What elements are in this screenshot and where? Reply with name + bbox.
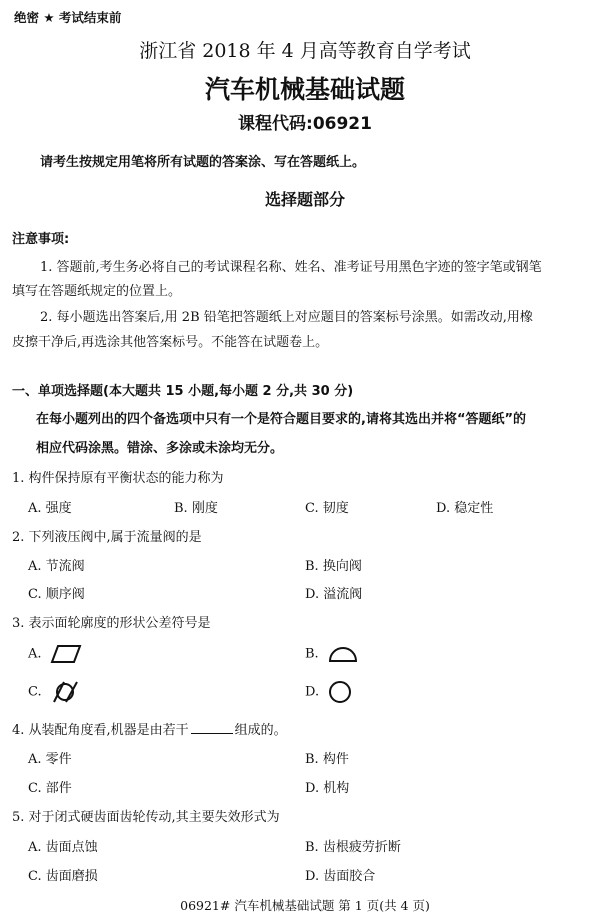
q3-option-d-label: D. <box>305 684 320 700</box>
q2-option-c: C. 顺序阀 <box>28 587 85 602</box>
page-footer: 06921# 汽车机械基础试题 第 1 页(共 4 页) <box>180 898 430 913</box>
question-3-text: 3. 表示面轮廓度的形状公差符号是 <box>12 616 211 631</box>
question-4-text-pre: 4. 从装配角度看,机器是由若干 <box>12 723 189 738</box>
part1-desc-line-2: 相应代码涂黑。错涂、多涂或未涂均无分。 <box>36 441 284 456</box>
q1-option-b: B. 刚度 <box>174 501 218 516</box>
q1-option-d: D. 稳定性 <box>436 501 494 516</box>
q5-option-a: A. 齿面点蚀 <box>28 840 98 855</box>
note-1-line-1: 1. 答题前,考生务必将自己的考试课程名称、姓名、准考证号用黑色字迹的签字笔或钢笔 <box>40 260 542 275</box>
note-2-line-2: 皮擦干净后,再选涂其他答案标号。不能答在试题卷上。 <box>12 335 329 350</box>
part1-heading: 一、单项选择题(本大题共 15 小题,每小题 2 分,共 30 分) <box>12 384 354 399</box>
note-1-line-2: 填写在答题纸规定的位置上。 <box>12 284 182 299</box>
q5-option-d: D. 齿面胶合 <box>305 869 376 884</box>
q3-option-c <box>28 680 82 704</box>
course-code: 课程代码:06921 <box>238 114 372 134</box>
q3-option-c-label: C. <box>28 684 42 700</box>
q3-option-d <box>305 680 355 704</box>
question-4-text-post: 组成的。 <box>234 723 287 738</box>
q1-option-a: A. 强度 <box>28 501 72 516</box>
q3-option-a-label: A. <box>28 646 42 662</box>
question-1-text: 1. 构件保持原有平衡状态的能力称为 <box>12 471 224 486</box>
question-4-text <box>12 719 287 738</box>
q5-option-b: B. 齿根疲劳折断 <box>305 840 401 855</box>
question-5-text: 5. 对于闭式硬齿面齿轮传动,其主要失效形式为 <box>12 810 280 825</box>
subject-title: 汽车机械基础试题 <box>204 75 405 104</box>
semicircle-icon <box>327 644 359 664</box>
q2-option-a: A. 节流阀 <box>28 559 85 574</box>
q3-option-b <box>305 644 359 664</box>
cylindricity-icon <box>50 680 82 704</box>
answer-blank <box>191 721 233 734</box>
parallelogram-icon <box>50 644 82 664</box>
question-2-text: 2. 下列液压阀中,属于流量阀的是 <box>12 530 202 545</box>
q5-option-c: C. 齿面磨损 <box>28 869 98 884</box>
circle-icon <box>327 680 355 704</box>
q2-option-d: D. 溢流阀 <box>305 587 363 602</box>
section-title: 选择题部分 <box>264 190 345 209</box>
q3-option-a <box>28 644 82 664</box>
confidential-label: 绝密 ★ 考试结束前 <box>14 10 122 25</box>
q4-option-a: A. 零件 <box>28 752 72 767</box>
q3-option-b-label: B. <box>305 646 319 662</box>
q2-option-b: B. 换向阀 <box>305 559 362 574</box>
exam-title: 浙江省 2018 年 4 月高等教育自学考试 <box>139 40 471 62</box>
general-instruction: 请考生按规定用笔将所有试题的答案涂、写在答题纸上。 <box>40 155 366 170</box>
q4-option-c: C. 部件 <box>28 781 72 796</box>
part1-desc-line-1: 在每小题列出的四个备选项中只有一个是符合题目要求的,请将其选出并将“答题纸”的 <box>36 412 527 427</box>
notes-heading: 注意事项: <box>12 232 70 247</box>
q4-option-d: D. 机构 <box>305 781 350 796</box>
note-2-line-1: 2. 每小题选出答案后,用 2B 铅笔把答题纸上对应题目的答案标号涂黑。如需改动,用橡 <box>40 310 533 325</box>
q1-option-c: C. 韧度 <box>305 501 349 516</box>
q4-option-b: B. 构件 <box>305 752 349 767</box>
